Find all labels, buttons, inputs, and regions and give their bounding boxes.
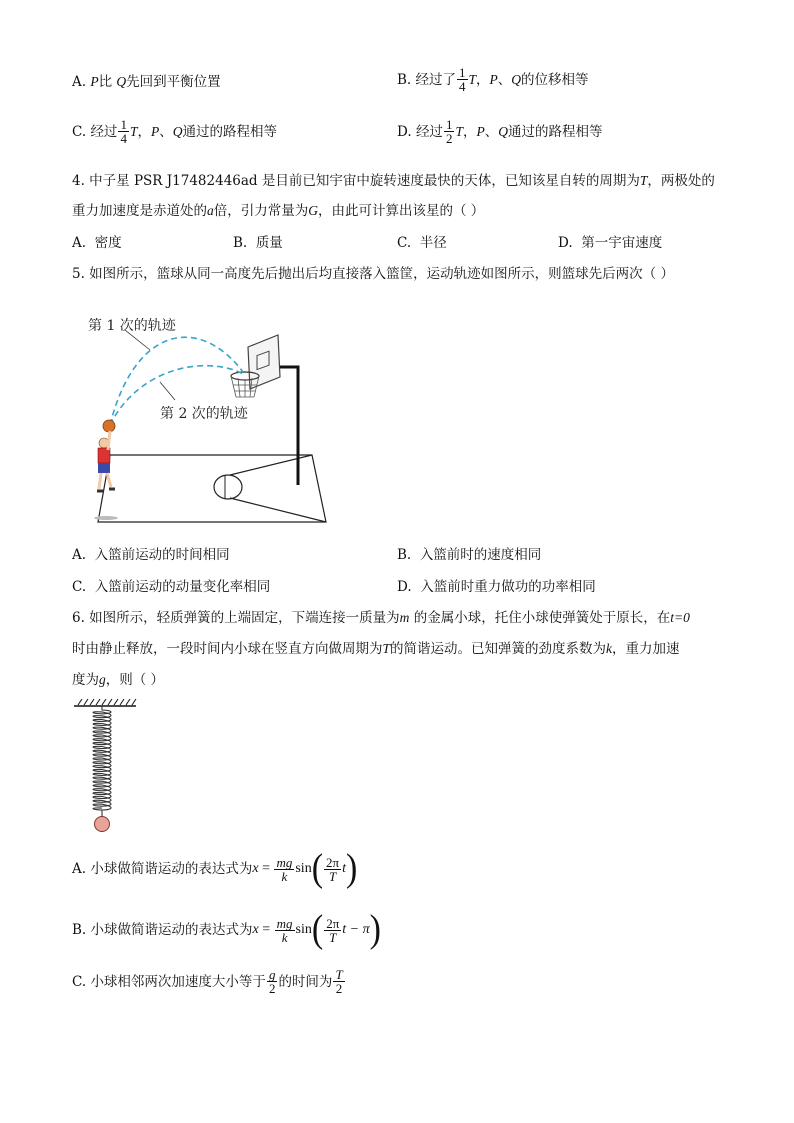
backboard: [248, 335, 280, 389]
q6-stem-line2: 时由静止释放，一段时间内小球在竖直方向做周期为T的简谐运动。已知弹簧的劲度系数为k，重力加速: [72, 641, 680, 657]
q5-stem: 5. 如图所示，篮球从同一高度先后抛出后均直接落入篮筐，运动轨迹如图所示，则篮球先后两次（ ）: [72, 266, 674, 282]
q4-option-b: B. 质量: [233, 235, 283, 251]
formula: x = $\frac{mg}{k}$ sin ( $\frac{2\pi}{T}$ t − π ): [252, 908, 381, 951]
q3-option-c: C. 经过 $\frac{1}{4}$ T ， P 、 Q 通过的路程相等: [72, 117, 277, 146]
player-arm: [108, 431, 110, 450]
player-shadow: [94, 516, 118, 520]
q4-option-c: C. 半径: [397, 235, 447, 251]
q5-option-b: B. 入篮前时的速度相同: [397, 547, 542, 563]
q4-option-d: D. 第一宇宙速度: [558, 235, 663, 251]
formula: x = $\frac{mg}{k}$ sin ( $\frac{2\pi}{T}$ t ): [252, 847, 358, 890]
q4-stem-line2: 重力加速度是赤道处的a倍，引力常量为G，由此可计算出该星的（ ）: [72, 203, 485, 219]
spring-figure: [70, 698, 140, 838]
fraction: $\frac{1}{4}$: [120, 117, 127, 146]
q3-option-a: A. P比 Q先回到平衡位置: [72, 74, 221, 90]
q5-option-a: A. 入篮前运动的时间相同: [72, 547, 230, 563]
trajectory-2-label: 第 2 次的轨迹: [160, 406, 248, 422]
metal-ball: [95, 817, 110, 832]
q5-option-c: C. 入篮前运动的动量变化率相同: [72, 579, 271, 595]
leader-line: [160, 382, 175, 400]
ceiling-hatch: [78, 699, 136, 705]
q3-option-b: B. 经过了 $\frac{1}{4}$ T ， P 、 Q 的位移相等: [397, 65, 589, 94]
player-shorts: [98, 463, 110, 473]
court-outline: [98, 455, 326, 522]
spring: [93, 706, 111, 810]
q6-option-a: A. 小球做简谐运动的表达式为 x = $\frac{mg}{k}$ sin ( $\frac{2\pi}{T}$ t ): [72, 847, 358, 890]
q4-option-a: A. 密度: [72, 235, 122, 251]
court-line: [230, 455, 312, 475]
basketball: [103, 420, 115, 432]
player-shoes: [97, 489, 115, 491]
player-jersey: [98, 448, 110, 463]
q5-option-d: D. 入篮前时重力做功的功率相同: [397, 579, 596, 595]
q6-stem-line3: 度为g，则（ ）: [72, 672, 165, 688]
q3-option-d: D. 经过 $\frac{1}{2}$ T ， P 、 Q 通过的路程相等: [397, 117, 603, 146]
q6-option-c: C. 小球相邻两次加速度大小等于 $\frac{g}{2}$ 的时间为 $\frac{T}{2}$: [72, 967, 343, 996]
court-line: [230, 498, 326, 522]
court-circle: [214, 475, 242, 499]
hoop-pole: [275, 367, 298, 485]
fraction: $\frac{1}{2}$: [445, 117, 453, 146]
q6-option-b: B. 小球做简谐运动的表达式为 x = $\frac{mg}{k}$ sin ( $\frac{2\pi}{T}$ t − π ): [72, 908, 381, 951]
q6-stem-line1: 6. 如图所示，轻质弹簧的上端固定，下端连接一质量为m 的金属小球，托住小球使弹簧处于原长，在t=0: [72, 610, 690, 626]
fraction: $\frac{1}{4}$: [459, 65, 466, 94]
q4-stem-line1: 4. 中子星 PSR J17482446ad 是目前已知宇宙中旋转速度最快的天体，已知该星自转的周期为T，两极处的: [72, 173, 715, 189]
trajectory-1-label: 第 1 次的轨迹: [88, 318, 176, 334]
